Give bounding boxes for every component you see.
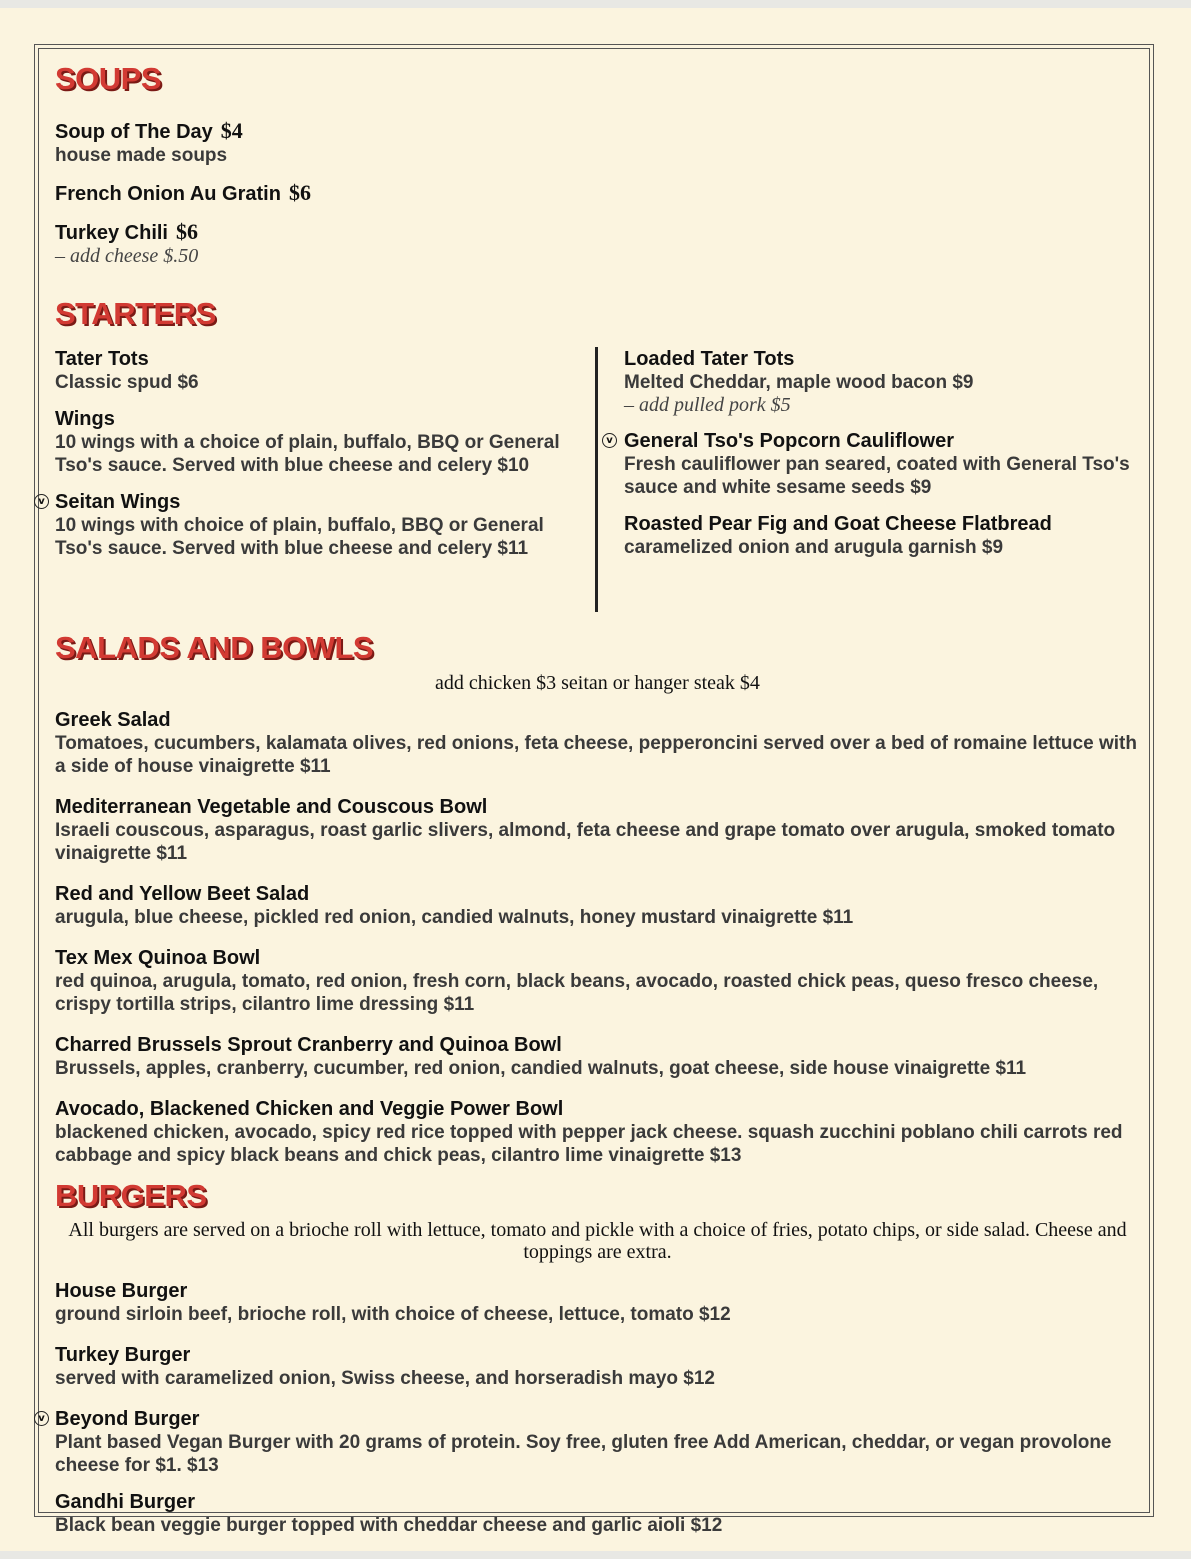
- item-note: – add pulled pork $5: [624, 394, 791, 416]
- item-price: $6: [288, 180, 311, 205]
- vegan-icon: v: [34, 494, 49, 509]
- item-name: French Onion Au Gratin: [55, 183, 281, 205]
- item-description: house made soups: [55, 145, 228, 166]
- item-price: $6: [176, 219, 198, 244]
- section-title-starters: STARTERS: [55, 296, 216, 331]
- item-name: Loaded Tater Tots: [624, 348, 795, 370]
- item-description: blackened chicken, avocado, spicy red rice topped with pepper jack cheese. squash zucchini poblano chili carrots red cabbage and spicy black beans and chick peas, cilantro lime vinaigrette $13: [55, 1122, 1123, 1166]
- item-description: caramelized onion and arugula garnish $9: [624, 537, 1004, 558]
- menu-item-tex-mex-bowl: [55, 946, 1140, 1016]
- item-name: Turkey Chili: [55, 222, 168, 244]
- soups-section: [55, 60, 1140, 267]
- menu-item-french-onion: [55, 180, 1140, 206]
- item-description: Brussels, apples, cranberry, cucumber, red onion, candied walnuts, goat cheese, side house vinaigrette $11: [55, 1058, 1027, 1079]
- starters-section: [38, 295, 1140, 617]
- salads-addon-note: add chicken $3 seitan or hanger steak $4: [435, 672, 760, 694]
- menu-item-popcorn-cauliflower: [606, 429, 1134, 499]
- item-name: Greek Salad: [55, 709, 171, 731]
- menu-page: [0, 8, 1191, 1551]
- column-divider: [595, 347, 598, 612]
- starters-right-column: [606, 347, 1134, 559]
- item-note: – add cheese $.50: [55, 245, 199, 267]
- item-description: 10 wings with choice of plain, buffalo, BBQ or General Tso's sauce. Served with blue cheese and celery $11: [55, 515, 544, 559]
- menu-item-wings: [55, 407, 575, 477]
- menu-item-seitan-wings: [38, 490, 575, 560]
- item-name: Turkey Burger: [55, 1344, 191, 1366]
- burgers-note: All burgers are served on a brioche roll with lettuce, tomato and pickle with a choice of fries, potato chips, or side salad. Cheese and toppings are extra.: [68, 1219, 1127, 1263]
- menu-item-beyond-burger: [38, 1407, 1140, 1477]
- menu-content: [38, 56, 1140, 1537]
- burgers-section: [38, 1177, 1140, 1537]
- item-name: Gandhi Burger: [55, 1491, 196, 1513]
- item-description: arugula, blue cheese, pickled red onion, candied walnuts, honey mustard vinaigrette $11: [55, 907, 854, 928]
- menu-item-turkey-chili: [55, 219, 1140, 267]
- item-description: ground sirloin beef, brioche roll, with choice of cheese, lettuce, tomato $12: [55, 1304, 731, 1325]
- starters-columns: [38, 347, 1140, 617]
- item-name: Roasted Pear Fig and Goat Cheese Flatbread: [624, 513, 1052, 535]
- menu-item-mediterranean-bowl: [55, 795, 1140, 865]
- vegan-icon: v: [602, 433, 617, 448]
- item-description: red quinoa, arugula, tomato, red onion, fresh corn, black beans, avocado, roasted chick peas, queso fresco cheese, crispy tortilla strips, cilantro lime dressing $11: [55, 971, 1099, 1015]
- menu-item-tater-tots: [55, 347, 575, 394]
- menu-item-soup-of-the-day: [55, 118, 1140, 167]
- item-name: Charred Brussels Sprout Cranberry and Quinoa Bowl: [55, 1034, 562, 1056]
- item-description: Tomatoes, cucumbers, kalamata olives, red onions, feta cheese, pepperoncini served over a bed of romaine lettuce with a side of house vinaigrette $11: [55, 733, 1137, 777]
- item-name: Tex Mex Quinoa Bowl: [55, 947, 261, 969]
- menu-item-power-bowl: [55, 1097, 1140, 1167]
- item-name: Soup of The Day: [55, 121, 213, 143]
- item-description: 10 wings with a choice of plain, buffalo, BBQ or General Tso's sauce. Served with blue cheese and celery $10: [55, 432, 560, 476]
- salads-section: [55, 629, 1140, 1167]
- menu-item-turkey-burger: [55, 1343, 1140, 1390]
- item-name: Seitan Wings: [55, 491, 181, 513]
- item-description: Fresh cauliflower pan seared, coated with General Tso's sauce and white sesame seeds $9: [624, 454, 1130, 498]
- menu-item-flatbread: [624, 512, 1134, 559]
- menu-item-brussels-bowl: [55, 1033, 1140, 1080]
- item-description: served with caramelized onion, Swiss cheese, and horseradish mayo $12: [55, 1368, 715, 1389]
- item-description: Israeli couscous, asparagus, roast garlic slivers, almond, feta cheese and grape tomato over arugula, smoked tomato vinaigrette $11: [55, 820, 1116, 864]
- menu-item-loaded-tater-tots: [624, 347, 1134, 416]
- menu-item-gandhi-burger: [55, 1490, 1140, 1537]
- section-title-soups: SOUPS: [55, 61, 162, 96]
- starters-left-column: [38, 347, 575, 560]
- item-name: General Tso's Popcorn Cauliflower: [624, 430, 955, 452]
- menu-item-greek-salad: [55, 708, 1140, 778]
- menu-item-house-burger: [55, 1279, 1140, 1326]
- item-description: Melted Cheddar, maple wood bacon $9: [624, 372, 974, 393]
- item-name: Red and Yellow Beet Salad: [55, 883, 310, 905]
- vegan-icon: v: [34, 1411, 49, 1426]
- item-name: Beyond Burger: [55, 1408, 200, 1430]
- item-name: House Burger: [55, 1280, 188, 1302]
- section-title-salads: SALADS AND BOWLS: [55, 630, 374, 665]
- menu-item-beet-salad: [55, 882, 1140, 929]
- item-name: Avocado, Blackened Chicken and Veggie Power Bowl: [55, 1098, 564, 1120]
- item-name: Tater Tots: [55, 348, 149, 370]
- item-description: Classic spud $6: [55, 372, 199, 393]
- item-name: Wings: [55, 408, 115, 430]
- section-title-burgers: BURGERS: [55, 1178, 207, 1213]
- item-description: Plant based Vegan Burger with 20 grams of protein. Soy free, gluten free Add American, cheddar, or vegan provolone cheese for $1. $13: [55, 1432, 1112, 1476]
- item-description: Black bean veggie burger topped with cheddar cheese and garlic aioli $12: [55, 1515, 723, 1536]
- item-name: Mediterranean Vegetable and Couscous Bowl: [55, 796, 488, 818]
- item-price: $4: [220, 118, 243, 143]
